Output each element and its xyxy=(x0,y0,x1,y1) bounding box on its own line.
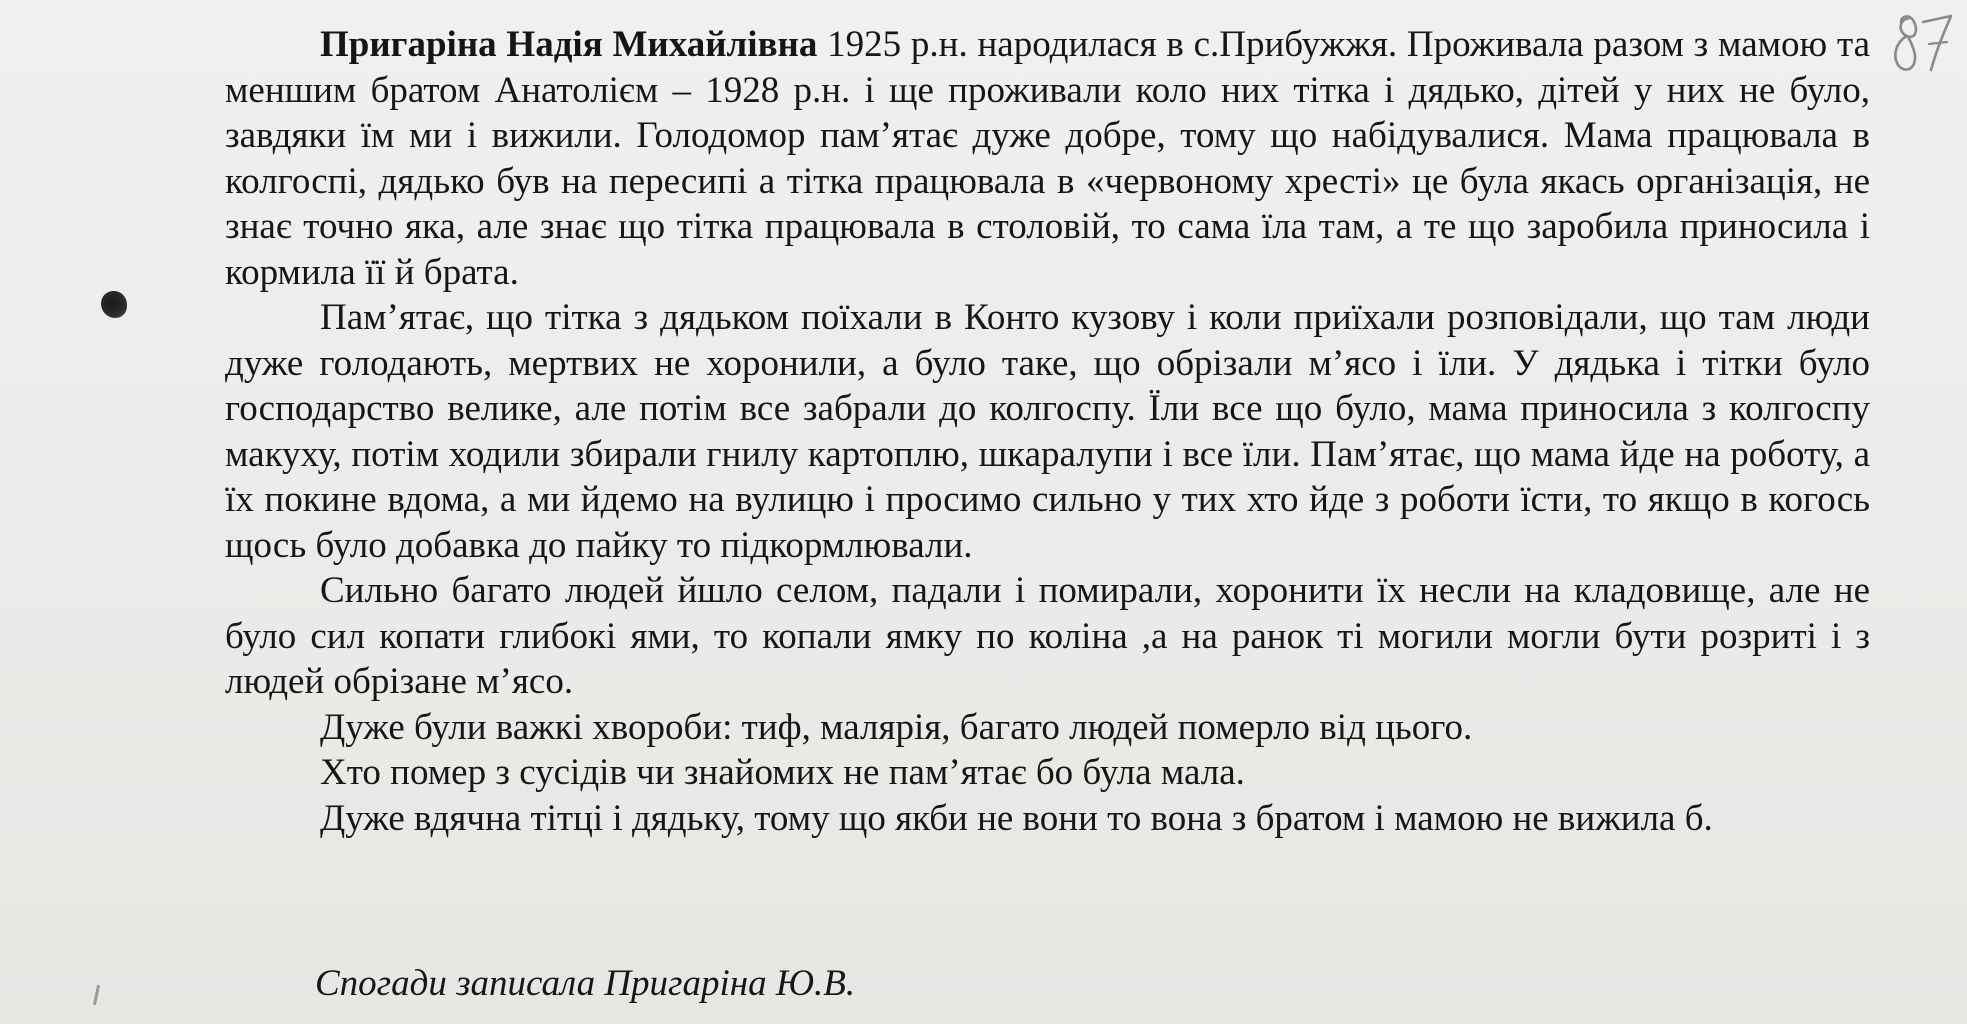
paragraph-3: Сильно багато людей йшло селом, падали і помирали, хоронити їх несли на кладовище, але не було сил копати глибокі ями, то копали ямку по коліна ,а на ранок ті могили могли бути розриті і з людей обрізане м’ясо. xyxy=(225,570,1870,702)
paragraph-5: Хто помер з сусідів чи знайомих не пам’ятає бо була мала. xyxy=(320,752,1245,793)
margin-pencil-mark xyxy=(93,985,100,1005)
paragraph-6: Дуже вдячна тітці і дядьку, тому що якби не вони то вона з братом і мамою не вижила б. xyxy=(320,797,1713,839)
paragraph-4: Дуже були важкі хвороби: тиф, малярія, багато людей померло від цього. xyxy=(320,706,1473,748)
signature-line: Спогади записала Пригаріна Ю.В. xyxy=(315,963,856,1004)
person-name: Пригаріна Надія Михайлівна xyxy=(320,24,818,65)
paragraph-1-text: 1925 р.н. народилася в с.Прибужжя. Проживала разом з мамою та меншим братом Анатолієм – 1928 р.н. і ще проживали коло них тітка і дядько, дітей у них не було, завдяки їм ми і вижили. Голодомор пам’ятає дуже добре, тому що набідувалися. Мама працювала в колгоспі, дядько був на пересипі а тітка працювала в «червоному хресті» це була якась організація, не знає точно яка, але знає що тітка працювала в столовій, то сама їла там, а те що заробила приносила і кормила її й брата. xyxy=(225,24,1871,293)
handwritten-page-number xyxy=(1885,8,1957,86)
testimony-text xyxy=(225,22,1870,841)
paragraph-2: Пам’ятає, що тітка з дядьком поїхали в Конто кузову і коли приїхали розповідали, що там люди дуже голодають, мертвих не хоронили, а було таке, що обрізали м’ясо і їли. У дядька і тітки було господарство велике, але потім все забрали до колгоспу. Їли все що було, мама приносила з колгоспу макуху, потім ходили збирали гнилу картоплю, шкаралупи і все їли. Пам’ятає, що мама йде на роботу, а їх покине вдома, а ми йдемо на вулицю і просимо сильно у тих хто йде з роботи їсти, то якщо в когось щось було добавка до пайку то підкормлювали. xyxy=(225,297,1870,566)
paragraph-1 xyxy=(225,22,1870,295)
ink-blot xyxy=(101,291,127,318)
